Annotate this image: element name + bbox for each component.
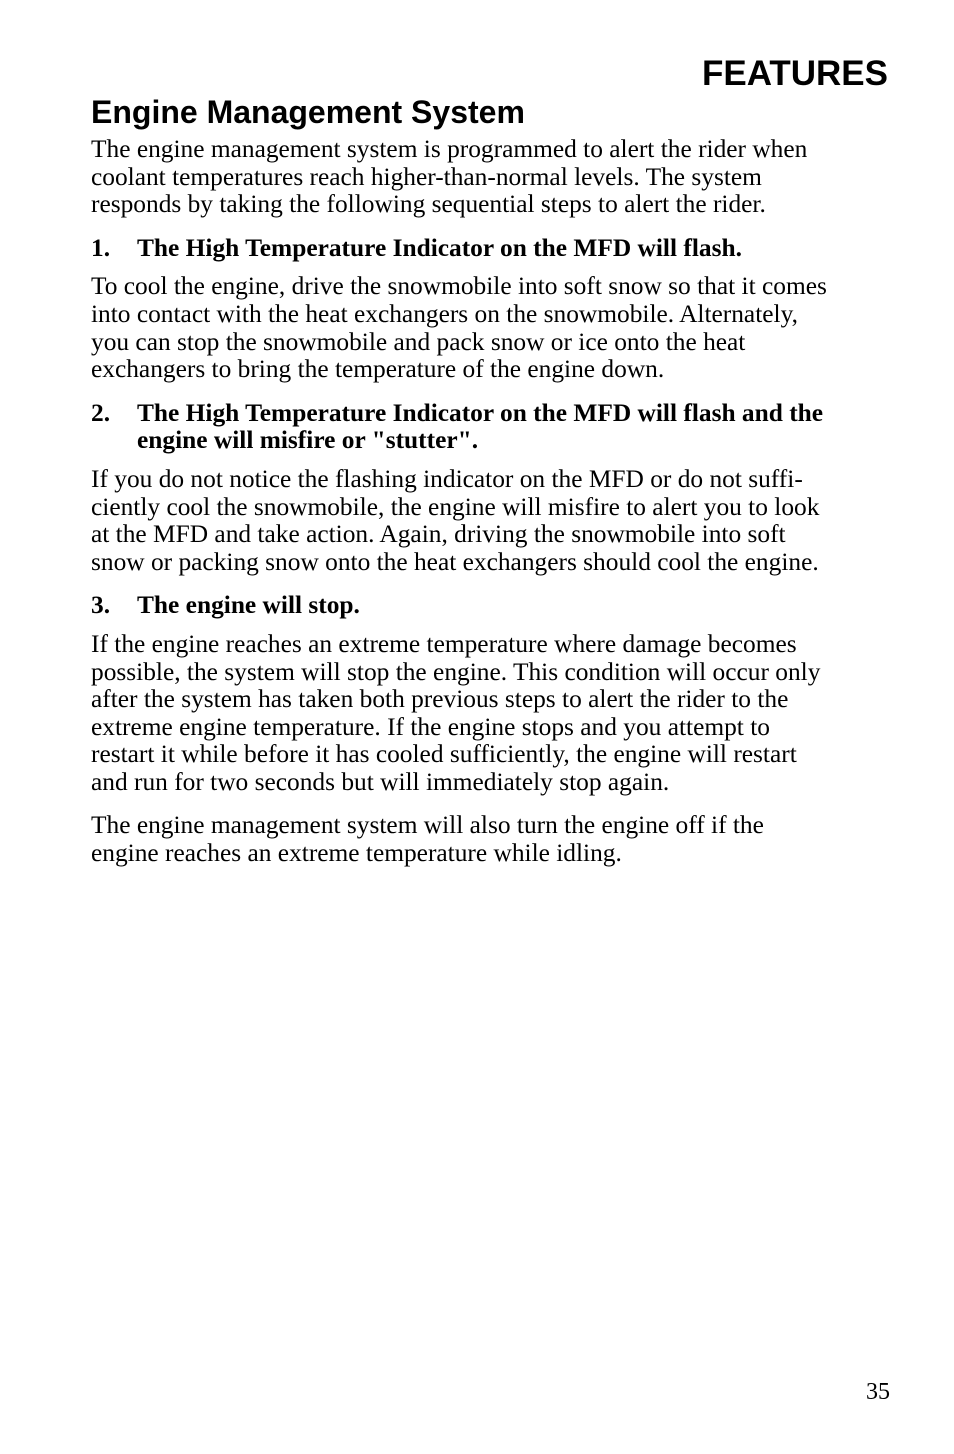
page-number: 35 bbox=[866, 1379, 890, 1405]
step-3-heading bbox=[91, 592, 891, 620]
text-line: possible, the system will stop the engine. This condition will occur only bbox=[91, 657, 821, 686]
text-line: The engine management system is programmed to alert the rider when bbox=[91, 135, 808, 163]
step-text bbox=[137, 400, 823, 455]
text-line: and run for two seconds but will immediately stop again. bbox=[91, 767, 670, 796]
text-line: you can stop the snowmobile and pack snow or ice onto the heat bbox=[91, 327, 746, 356]
closing-paragraph bbox=[91, 812, 891, 867]
page-title: Engine Management System bbox=[91, 94, 525, 130]
step-text bbox=[137, 592, 360, 620]
text-line: engine will misfire or "stutter". bbox=[137, 426, 479, 455]
text-line: ciently cool the snowmobile, the engine will misfire to alert you to look bbox=[91, 492, 820, 521]
step-number: 1. bbox=[91, 233, 111, 262]
step-text bbox=[137, 235, 742, 263]
text-line: responds by taking the following sequential steps to alert the rider. bbox=[91, 190, 766, 219]
step-number: 3. bbox=[91, 591, 111, 620]
text-line: engine reaches an extreme temperature while idling. bbox=[91, 839, 622, 868]
intro-paragraph bbox=[91, 136, 891, 219]
section-header: FEATURES bbox=[701, 54, 888, 93]
text-line: after the system has taken both previous steps to alert the rider to the bbox=[91, 685, 789, 714]
step-number: 2. bbox=[91, 398, 111, 427]
step-2-body bbox=[91, 466, 891, 576]
text-line: The High Temperature Indicator on the MFD will flash and the bbox=[137, 398, 824, 427]
text-line: The engine will stop. bbox=[137, 591, 360, 620]
text-line: at the MFD and take action. Again, driving the snowmobile into soft bbox=[91, 520, 786, 549]
text-line: exchangers to bring the temperature of the engine down. bbox=[91, 355, 665, 384]
text-line: If the engine reaches an extreme temperature where damage becomes bbox=[91, 629, 797, 658]
step-2-heading bbox=[91, 400, 891, 455]
text-line: coolant temperatures reach higher-than-normal levels. The system bbox=[91, 162, 762, 191]
text-line: The High Temperature Indicator on the MFD will flash. bbox=[137, 233, 742, 262]
text-line: into contact with the heat exchangers on the snowmobile. Alternately, bbox=[91, 299, 798, 328]
text-line: If you do not notice the flashing indicator on the MFD or do not suffi- bbox=[91, 464, 803, 493]
text-line: snow or packing snow onto the heat exchangers should cool the engine. bbox=[91, 547, 819, 576]
step-1-body bbox=[91, 273, 891, 383]
text-line: restart it while before it has cooled sufficiently, the engine will restart bbox=[91, 740, 797, 769]
step-3-body bbox=[91, 631, 891, 797]
text-line: extreme engine temperature. If the engine stops and you attempt to bbox=[91, 712, 770, 741]
page-content bbox=[91, 92, 891, 884]
text-line: The engine management system will also turn the engine off if the bbox=[91, 811, 764, 840]
text-line: To cool the engine, drive the snowmobile into soft snow so that it comes bbox=[91, 272, 827, 301]
step-1-heading bbox=[91, 235, 891, 263]
